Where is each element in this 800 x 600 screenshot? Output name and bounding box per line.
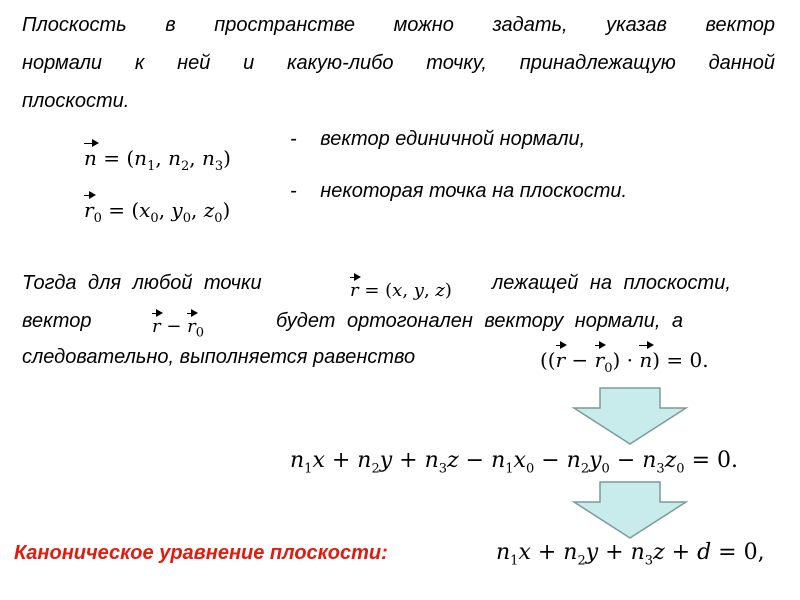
down-arrow-icon [570,480,690,540]
intro-paragraph [22,6,775,120]
item-normal [290,128,585,151]
item-text-2: некоторая точка на плоскости. [320,180,628,202]
down-arrow-icon [570,386,690,446]
expanded-equation: $n_1x + n_2y + n_3z - n_1x_0 - n_2y_0 - n_3z_0 = 0$. [290,448,738,477]
intro-line-2: нормали к ней и какую-либо точку, принадлежащую данной [22,52,775,74]
then-line-2-left: вектор [22,310,92,332]
canonical-equation: $n_1x + n_2y + n_3z + d = 0$, [496,540,765,569]
item-dash-1: - [290,128,297,150]
then-line-1-left: Тогда для любой точки [22,272,262,294]
intro-line-1: Плоскость в пространстве можно задать, указав вектор [22,14,775,36]
intro-line-3: плоскости. [22,90,130,112]
difference-vector: $r - r_0$ [152,316,205,341]
canonical-label: Каноническое уравнение плоскости: [14,542,388,564]
then-line-2-right: будет ортогонален вектору нормали, а [276,310,684,332]
point-formula: $r_0 = (x_0$, $y_0$, $z_0$) [84,198,231,226]
point-r-formula: r = (x, y, z) [350,280,452,301]
dot-product-equation: $((r - r_0) \cdot n) = 0$. [540,348,709,376]
normal-vector-formula: $n = (n_1$, $n_2$, $n_3$) [84,146,231,174]
then-line-1-right: лежащей на плоскости, [492,272,731,294]
item-point [290,180,627,203]
then-line-3: следовательно, выполняется равенство [22,346,416,368]
item-text-1: вектор единичной нормали, [320,128,586,150]
item-dash-2: - [290,180,297,202]
